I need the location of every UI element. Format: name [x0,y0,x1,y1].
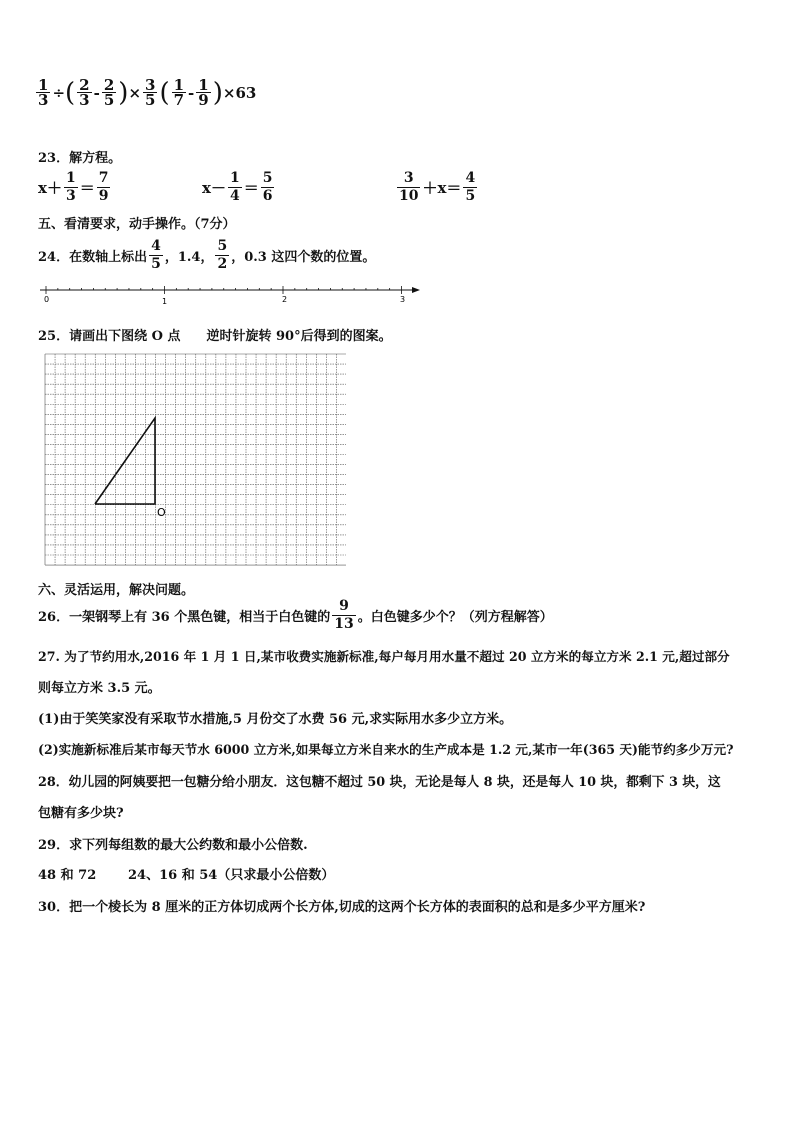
q27-line-1: 27. 为了节约用水,2016 年 1 月 1 日,某市收费实施新标准,每户每月用水量不超过 20 立方米的每立方米 2.1 元,超过部分 [38,649,730,664]
point-o-label: O [157,506,166,519]
q30-text: 30．把一个棱长为 8 厘米的正方体切成两个长方体,切成的这两个长方体的表面积的总和是多少平方厘米? [38,900,646,915]
right-paren: ) [118,77,129,108]
tick-label-2: 2 [282,295,288,304]
denominator: 5 [151,256,161,272]
q26-text [38,598,553,633]
fraction [143,78,157,107]
tick-label-3: 3 [400,295,406,304]
q26-suffix: 。白色键多少个？（列方程解答） [357,610,553,625]
numerator: 1 [65,170,76,186]
numerator: 2 [103,76,115,94]
denominator: 4 [229,188,240,204]
fraction [102,78,116,107]
eq-text: x＋ [38,179,62,197]
q24-text [38,238,375,273]
q28-line-1: 28．幼儿园的阿姨要把一包糖分给小朋友．这包糖不超过 50 块，无论是每人 8 块，还是每人 10 块，都剩下 3 块，这 [38,775,721,790]
numerator: 5 [262,170,273,186]
denominator: 5 [103,91,115,109]
q29-item-2: 24、16 和 54（只求最小公倍数） [128,868,335,883]
denominator: 3 [65,188,76,204]
denominator: 5 [465,188,476,204]
equation-3 [395,170,479,205]
q26-prefix: 26．一架钢琴上有 36 个黑色键，相当于白色键的 [38,610,331,625]
numerator: 1 [173,76,185,94]
rotation-grid [44,353,346,567]
tick-label-1: 1 [162,297,168,306]
eq-text: ＋x＝ [422,179,462,197]
fraction [64,170,78,205]
numerator: 9 [339,598,349,614]
denominator: 3 [79,91,90,109]
numerator: 3 [403,170,414,186]
equation-1 [38,170,112,205]
equals-sign: ＝ [243,179,259,197]
minus-sign: - [93,83,100,102]
fraction [77,78,91,107]
equals-sign: ＝ [79,179,95,197]
left-paren: ( [159,77,170,108]
numerator: 7 [98,170,109,186]
denominator: 7 [173,91,185,109]
times-sign: × [128,83,142,102]
divide-sign: ÷ [52,83,66,102]
section-6-heading: 六、灵活运用，解决问题。 [38,583,195,598]
q27-sub-1: (1)由于笑笑家没有采取节水措施,5 月份交了水费 56 元,求实际用水多少立方米。 [38,712,513,727]
fraction [196,78,210,107]
fraction [149,238,163,273]
numerator: 1 [229,170,240,186]
q24-prefix: 24．在数轴上标出 [38,250,148,265]
q29-item-1: 48 和 72 [38,868,97,883]
numerator: 4 [465,170,476,186]
expression-line [34,78,256,107]
denominator: 9 [198,91,209,109]
fraction [97,170,111,205]
q28-line-2: 包糖有多少块? [38,806,124,821]
q27-line-2: 则每立方米 3.5 元。 [38,681,161,696]
q29-title: 29．求下列每组数的最大公约数和最小公倍数. [38,838,308,853]
fraction [228,170,242,205]
equation-2 [202,170,276,205]
eq-text: x－ [202,179,226,197]
grid-lines [45,354,346,565]
tick-label-0: 0 [44,295,50,304]
triangle-shape [95,418,155,504]
denominator: 10 [399,188,419,204]
denominator: 2 [217,256,228,272]
numerator: 2 [79,76,90,94]
denominator: 3 [38,91,49,109]
times-63: ×63 [222,83,257,102]
minus-sign: - [188,83,195,102]
q23-title: 23．解方程。 [38,151,122,166]
fraction [332,598,355,633]
q25-text: 25．请画出下图绕 O 点 逆时针旋转 90°后得到的图案。 [38,329,392,344]
numerator: 4 [151,238,161,254]
numerator: 3 [145,76,156,94]
fraction [215,238,229,273]
fraction [397,170,420,205]
denominator: 9 [98,188,109,204]
fraction [172,78,186,107]
fraction [261,170,275,205]
q24-suffix: ，0.3 这四个数的位置。 [231,250,376,265]
q24-mid: ，1.4， [164,250,214,265]
number-line [36,280,426,310]
denominator: 5 [145,91,156,109]
fraction [463,170,477,205]
denominator: 6 [262,188,273,204]
number-line-arrow [412,287,420,293]
numerator: 1 [38,76,49,94]
section-5-heading: 五、看清要求，动手操作。（7分） [38,217,236,232]
numerator: 5 [217,238,228,254]
fraction [36,78,50,107]
right-paren: ) [212,77,223,108]
q27-sub-2: (2)实施新标准后某市每天节水 6000 立方米,如果每立方米自来水的生产成本是 1.2 元,某市一年(365 天)能节约多少万元? [38,742,734,757]
numerator: 1 [198,76,209,94]
denominator: 13 [334,616,354,632]
left-paren: ( [65,77,76,108]
